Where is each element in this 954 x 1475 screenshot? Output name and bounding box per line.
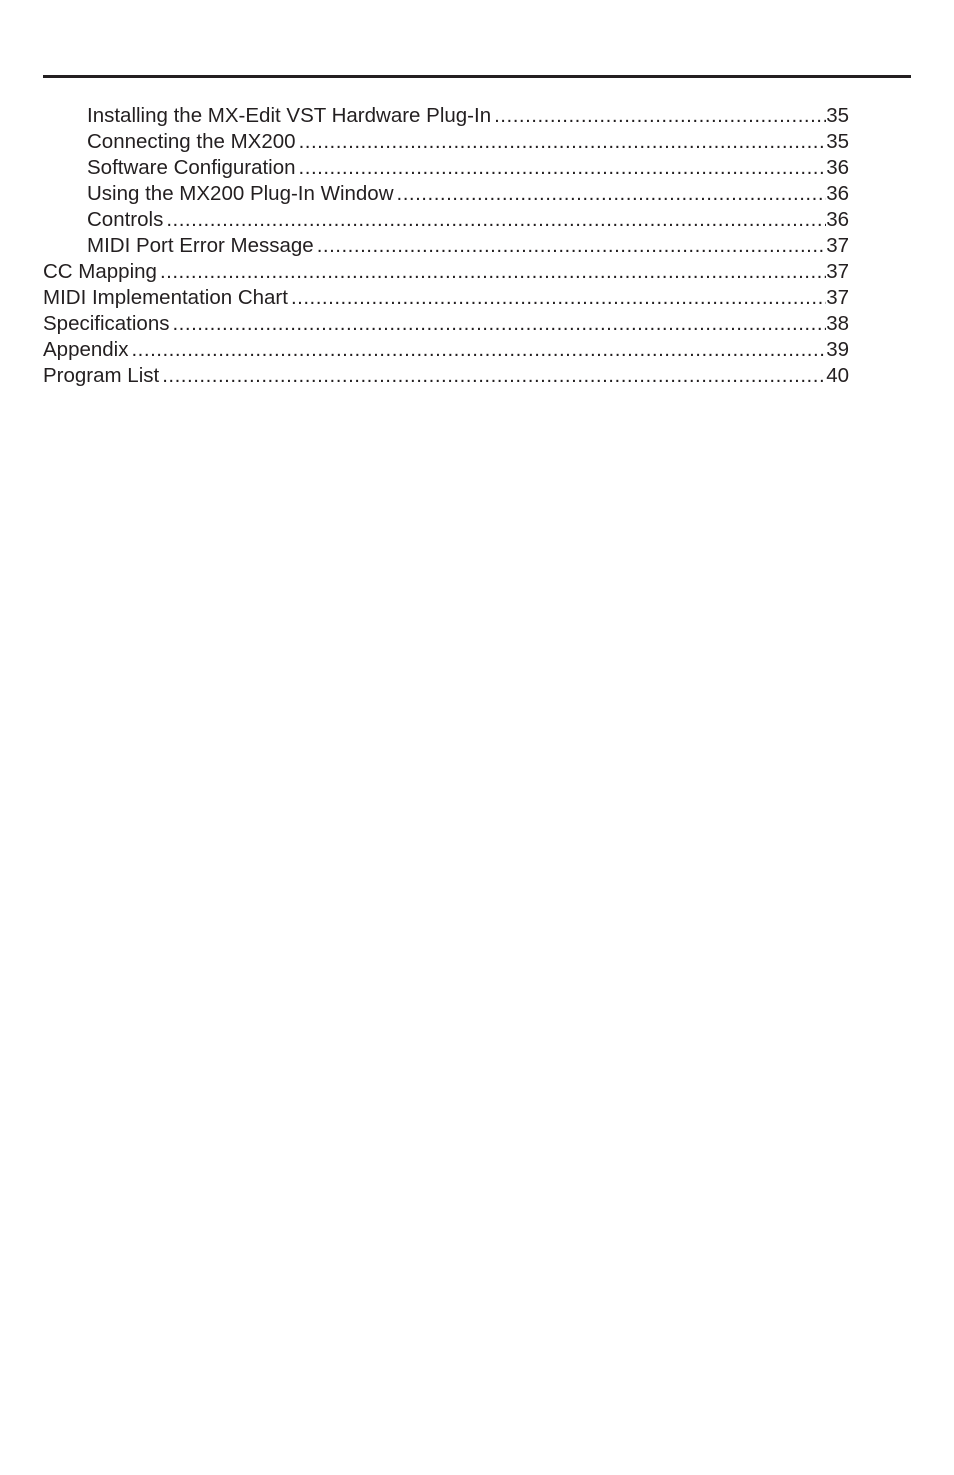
toc-entry-title: MIDI Implementation Chart bbox=[43, 286, 288, 309]
toc-dot-leader bbox=[131, 337, 826, 363]
toc-entry-title: Specifications bbox=[43, 312, 170, 335]
toc-entry-page: 36 bbox=[826, 182, 849, 205]
toc-entry[interactable] bbox=[43, 103, 849, 129]
toc-entry-title: Appendix bbox=[43, 338, 129, 361]
toc-dot-leader bbox=[291, 285, 826, 311]
toc-dot-leader bbox=[299, 155, 827, 181]
toc-entry-page: 39 bbox=[826, 338, 849, 361]
toc-entry-page: 37 bbox=[826, 286, 849, 309]
toc-entry[interactable] bbox=[43, 129, 849, 155]
toc-entry[interactable] bbox=[43, 233, 849, 259]
toc-entry-title: Software Configuration bbox=[87, 156, 296, 179]
toc-entry-title: Controls bbox=[87, 208, 164, 231]
table-of-contents bbox=[43, 103, 849, 389]
toc-entry[interactable] bbox=[43, 311, 849, 337]
toc-entry-page: 38 bbox=[826, 312, 849, 335]
toc-entry-page: 37 bbox=[826, 260, 849, 283]
toc-entry-page: 40 bbox=[826, 364, 849, 387]
toc-dot-leader bbox=[494, 103, 826, 129]
toc-entry[interactable] bbox=[43, 155, 849, 181]
toc-dot-leader bbox=[317, 233, 826, 259]
toc-entry[interactable] bbox=[43, 363, 849, 389]
toc-entry-title: Program List bbox=[43, 364, 160, 387]
toc-dot-leader bbox=[397, 181, 827, 207]
toc-entry[interactable] bbox=[43, 337, 849, 363]
toc-entry[interactable] bbox=[43, 285, 849, 311]
toc-dot-leader bbox=[172, 311, 826, 337]
toc-entry-page: 35 bbox=[826, 130, 849, 153]
toc-entry-title: Connecting the MX200 bbox=[87, 130, 296, 153]
toc-entry-page: 37 bbox=[826, 234, 849, 257]
toc-dot-leader bbox=[166, 207, 826, 233]
toc-entry[interactable] bbox=[43, 207, 849, 233]
toc-dot-leader bbox=[299, 129, 827, 155]
toc-dot-leader bbox=[162, 363, 826, 389]
toc-entry-title: CC Mapping bbox=[43, 260, 157, 283]
header-rule bbox=[43, 75, 911, 78]
toc-entry-title: Using the MX200 Plug-In Window bbox=[87, 182, 394, 205]
toc-entry-page: 36 bbox=[826, 208, 849, 231]
toc-entry-page: 35 bbox=[826, 104, 849, 127]
toc-entry-page: 36 bbox=[826, 156, 849, 179]
toc-entry-title: MIDI Port Error Message bbox=[87, 234, 314, 257]
toc-entry-title: Installing the MX-Edit VST Hardware Plug-In bbox=[87, 104, 492, 127]
toc-dot-leader bbox=[160, 259, 826, 285]
toc-entry[interactable] bbox=[43, 181, 849, 207]
toc-entry[interactable] bbox=[43, 259, 849, 285]
